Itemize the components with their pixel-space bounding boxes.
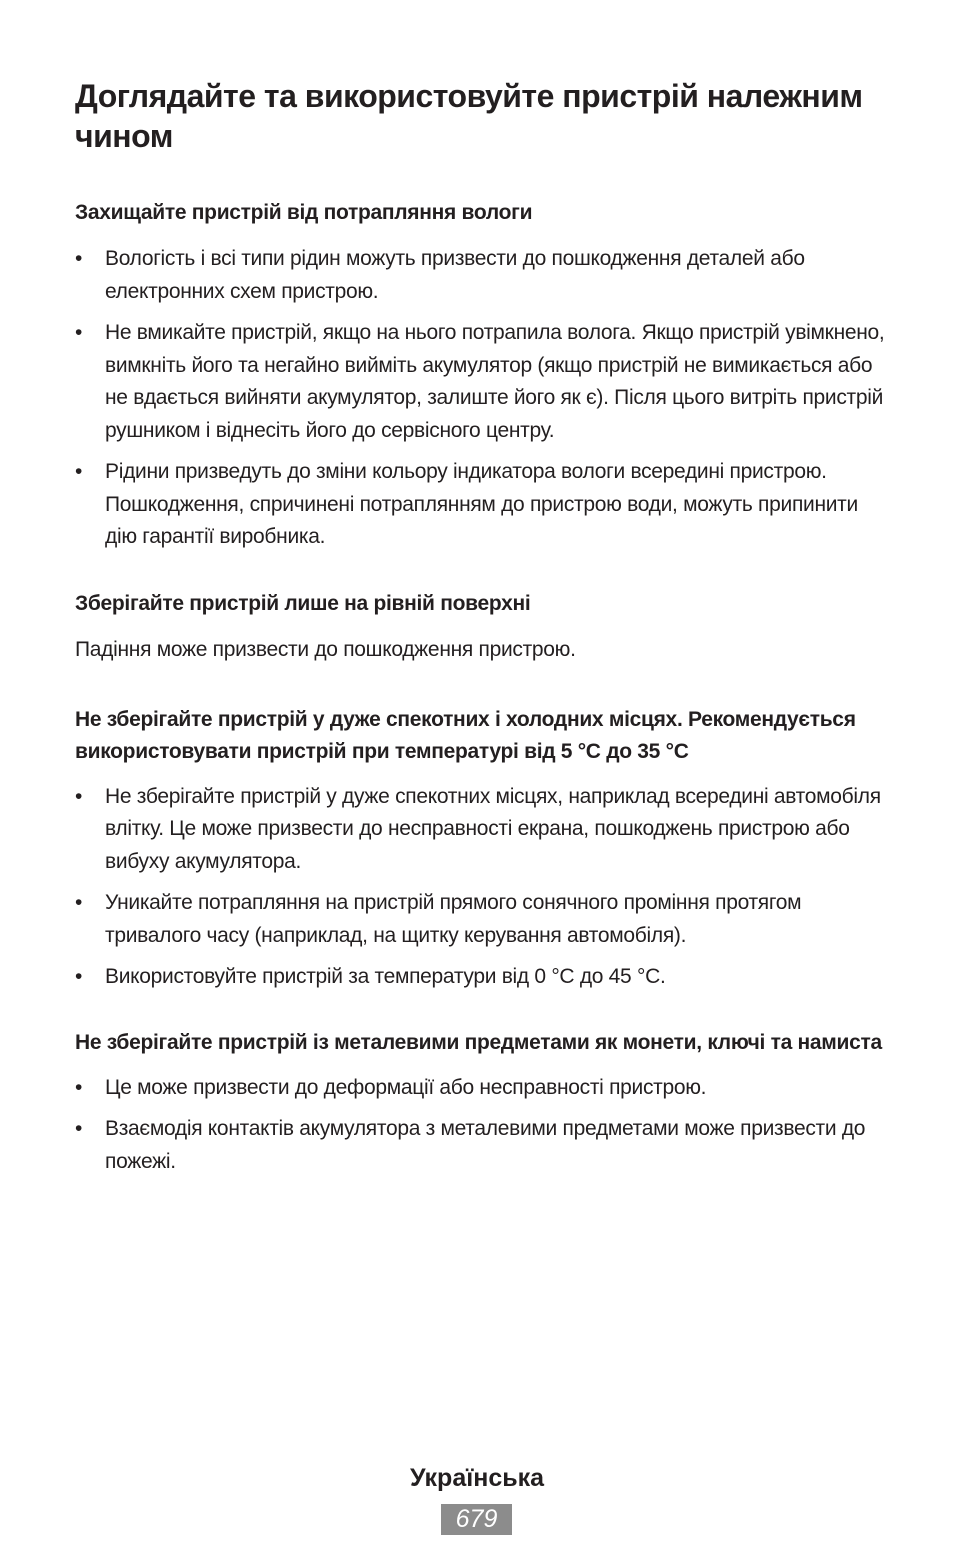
section-heading-metal-objects: Не зберігайте пристрій із металевими предметами як монети, ключі та намиста (75, 1030, 882, 1054)
section-heading-temperature: Не зберігайте пристрій у дуже спекотних і холодних місцях. Рекомендується використовувати пристрій при температурі від 5 °C до 35 °C (75, 707, 856, 763)
list-item: • Це може призвести до деформації або несправності пристрою. (75, 1072, 885, 1105)
document-body (75, 76, 885, 1178)
list-item: • Уникайте потрапляння на пристрій прямого сонячного проміння протягом тривалого часу (наприклад, на щитку керування автомобіля). (75, 887, 885, 952)
section-heading-flat-surface: Зберігайте пристрій лише на рівній поверхні (75, 591, 531, 615)
metal-objects-bullet-list (75, 1072, 885, 1179)
page-title: Доглядайте та використовуйте пристрій належним чином (75, 78, 863, 154)
temperature-bullet-list (75, 781, 885, 994)
list-item: • Не вмикайте пристрій, якщо на нього потрапила волога. Якщо пристрій увімкнено, вимкніть його та негайно вийміть акумулятор (якщо пристрій не вимикається або не вдається вийняти акумулятор, залиште його як є). Після цього витріть пристрій рушником і віднесіть його до сервісного центру. (75, 317, 885, 447)
flat-surface-paragraph: Падіння може призвести до пошкодження пристрою. (75, 637, 576, 661)
list-item: • Використовуйте пристрій за температури від 0 °C до 45 °C. (75, 961, 885, 994)
list-item: • Взаємодія контактів акумулятора з металевими предметами може призвести до пожежі. (75, 1113, 885, 1178)
page-number-badge: 679 (441, 1504, 512, 1535)
list-item: • Рідини призведуть до зміни кольору індикатора вологи всередині пристрою. Пошкодження, спричинені потраплянням до пристрою води, можуть припинити дію гарантії виробника. (75, 456, 885, 554)
moisture-bullet-list (75, 243, 885, 554)
list-item: • Вологість і всі типи рідин можуть призвести до пошкодження деталей або електронних схем пристрою. (75, 243, 885, 308)
section-heading-moisture: Захищайте пристрій від потрапляння вологи (75, 201, 533, 224)
footer-language: Українська (409, 1464, 545, 1492)
list-item: • Не зберігайте пристрій у дуже спекотних місцях, наприклад всередині автомобіля влітку. Це може призвести до несправності екрана, пошкоджень пристрою або вибуху акумулятора. (75, 781, 885, 879)
